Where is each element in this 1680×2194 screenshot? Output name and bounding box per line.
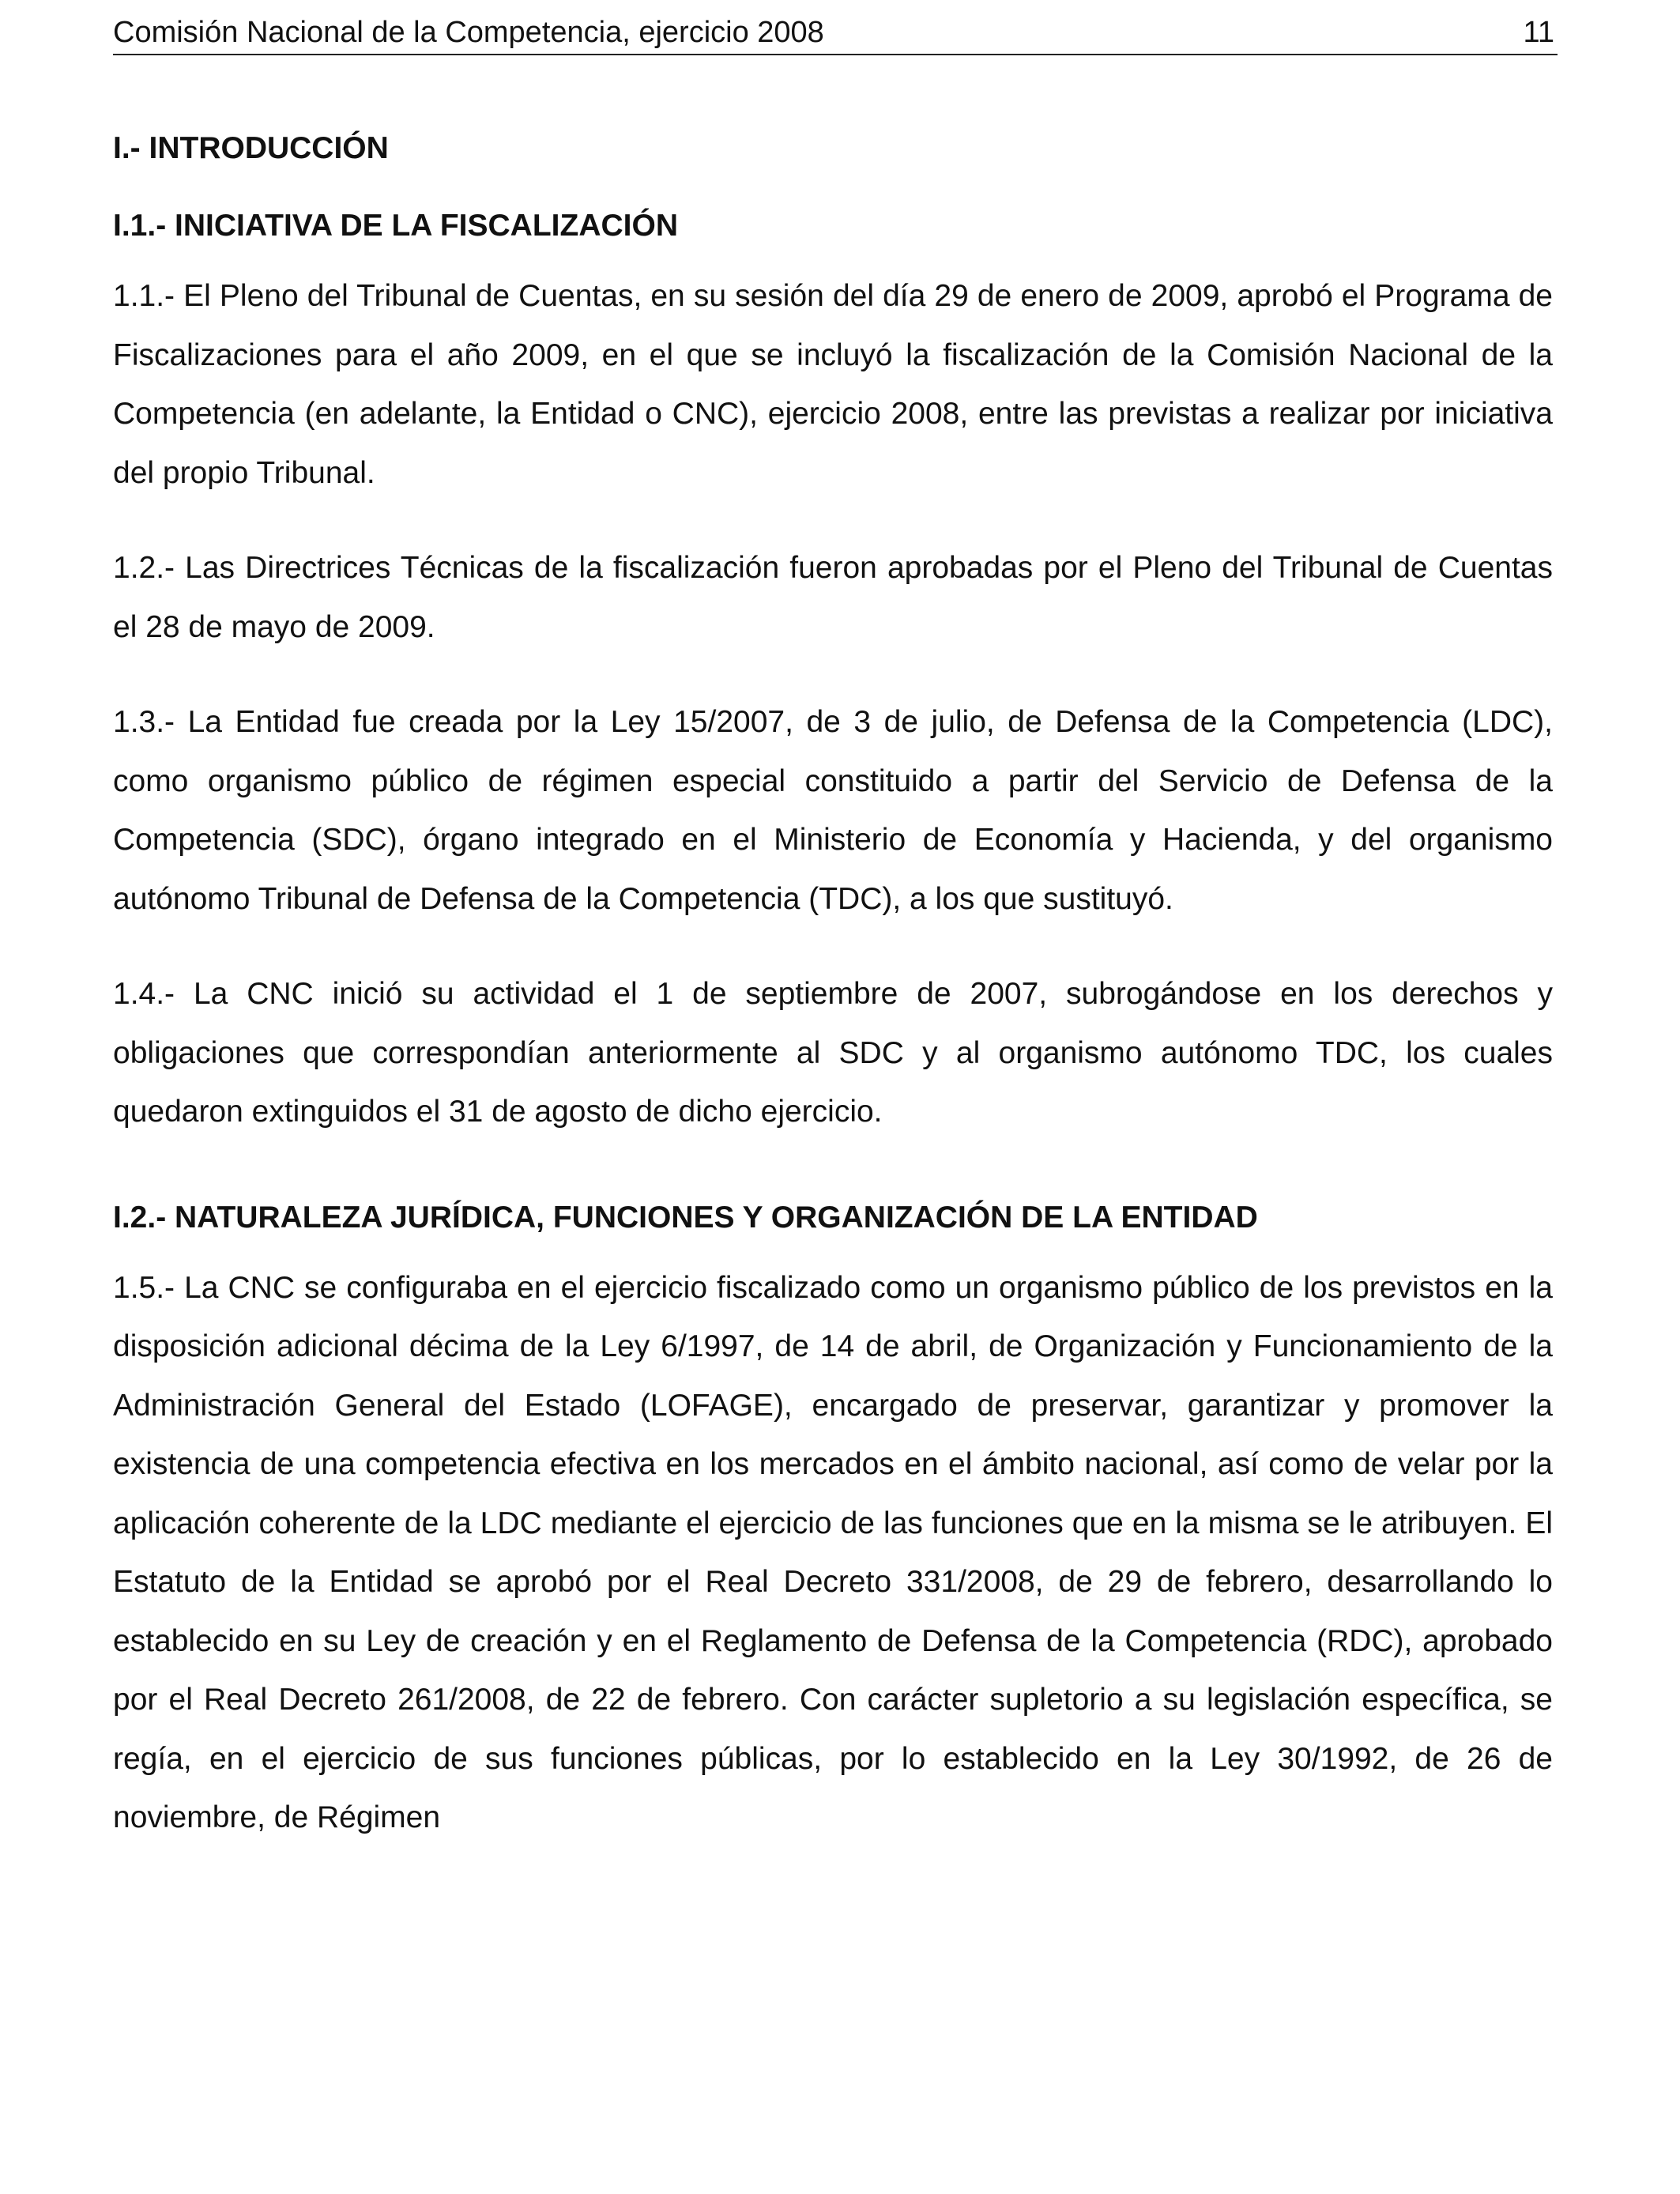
subsection-heading-iniciativa: I.1.- INICIATIVA DE LA FISCALIZACIÓN [113, 209, 678, 243]
page-number: 11 [1523, 16, 1554, 49]
document-body [113, 126, 1553, 1884]
subsection-heading-naturaleza: I.2.- NATURALEZA JURÍDICA, FUNCIONES Y ORGANIZACIÓN DE LA ENTIDAD [113, 1200, 1258, 1235]
paragraph-1-1: 1.1.- El Pleno del Tribunal de Cuentas, en su sesión del día 29 de enero de 2009, aprobó el Programa de Fiscalizaciones para el año 2009, en el que se incluyó la fiscalización de la Comisión Nacional de la Competencia (en adelante, la Entidad o CNC), ejercicio 2008, entre las previstas a realizar por iniciativa del propio Tribunal. [113, 279, 1553, 490]
paragraph-1-4: 1.4.- La CNC inició su actividad el 1 de septiembre de 2007, subrogándose en los derechos y obligaciones que correspondían anteriormente al SDC y al organismo autónomo TDC, los cuales quedaron extinguidos el 31 de agosto de dicho ejercicio. [113, 977, 1553, 1129]
section-heading-introduccion: I.- INTRODUCCIÓN [113, 131, 389, 165]
paragraph-1-3: 1.3.- La Entidad fue creada por la Ley 15/2007, de 3 de julio, de Defensa de la Competencia (LDC), como organismo público de régimen especial constituido a partir del Servicio de Defensa de la Competencia (SDC), órgano integrado en el Ministerio de Economía y Hacienda, y del organismo autónomo Tribunal de Defensa de la Competencia (TDC), a los que sustituyó. [113, 705, 1553, 916]
paragraph-1-2: 1.2.- Las Directrices Técnicas de la fiscalización fueron aprobadas por el Pleno del Tribunal de Cuentas el 28 de mayo de 2009. [113, 551, 1553, 644]
running-header [113, 11, 1558, 55]
header-title: Comisión Nacional de la Competencia, ejercicio 2008 [113, 16, 824, 49]
paragraph-1-5: 1.5.- La CNC se configuraba en el ejercicio fiscalizado como un organismo público de los previstos en la disposición adicional décima de la Ley 6/1997, de 14 de abril, de Organización y Funcionamiento de la Administración General del Estado (LOFAGE), encargado de preservar, garantizar y promover la existencia de una competencia efectiva en los mercados en el ámbito nacional, así como de velar por la aplicación coherente de la LDC mediante el ejercicio de las funciones que en la misma se le atribuyen. El Estatuto de la Entidad se aprobó por el Real Decreto 331/2008, de 29 de febrero, desarrollando lo establecido en su Ley de creación y en el Reglamento de Defensa de la Competencia (RDC), aprobado por el Real Decreto 261/2008, de 22 de febrero. Con carácter supletorio a su legislación específica, se regía, en el ejercicio de sus funciones públicas, por lo establecido en la Ley 30/1992, de 26 de noviembre, de Régimen [113, 1270, 1553, 1834]
